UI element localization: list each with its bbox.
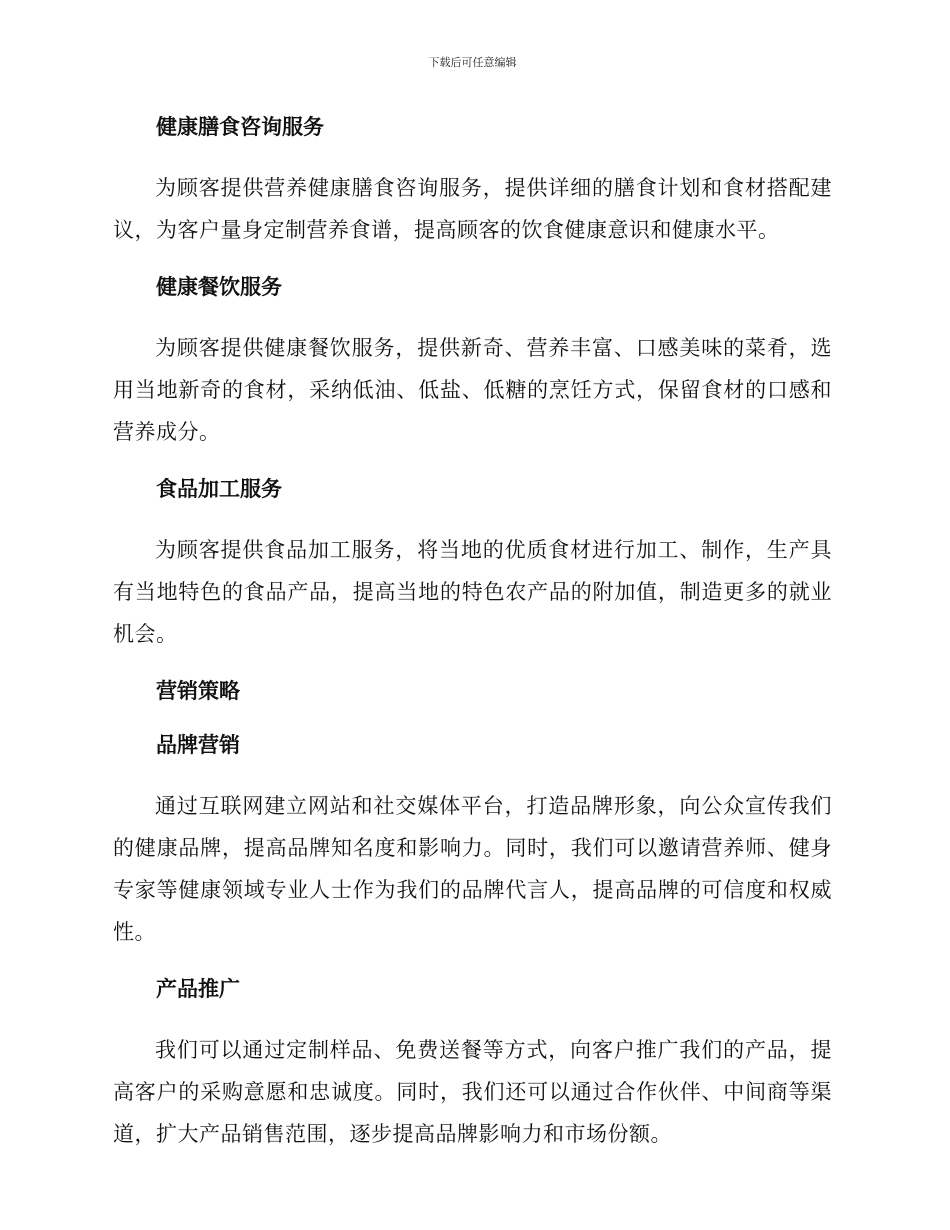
section-food-processing bbox=[113, 475, 832, 655]
section-catering bbox=[113, 273, 832, 453]
section-product-promotion bbox=[113, 975, 832, 1155]
section-paragraph: 为顾客提供健康餐饮服务，提供新奇、营养丰富、口感美味的菜肴，选用当地新奇的食材，采纳低油、低盐、低糖的烹饪方式，保留食材的口感和营养成分。 bbox=[113, 336, 832, 444]
section-heading: 食品加工服务 bbox=[156, 477, 282, 501]
section-heading: 健康膳食咨询服务 bbox=[156, 115, 324, 139]
section-paragraph: 我们可以通过定制样品、免费送餐等方式，向客户推广我们的产品，提高客户的采购意愿和忠诚度。同时，我们还可以通过合作伙伴、中间商等渠道，扩大产品销售范围，逐步提高品牌影响力和市场份额。 bbox=[113, 1038, 832, 1146]
page-header: 下载后可任意编辑 bbox=[428, 56, 517, 69]
section-marketing-strategy bbox=[113, 677, 832, 705]
section-paragraph: 通过互联网建立网站和社交媒体平台，打造品牌形象，向公众宣传我们的健康品牌，提高品牌知名度和影响力。同时，我们可以邀请营养师、健身专家等健康领域专业人士作为我们的品牌代言人，提高品牌的可信度和权威性。 bbox=[113, 794, 832, 944]
section-paragraph: 为顾客提供营养健康膳食咨询服务，提供详细的膳食计划和食材搭配建议，为客户量身定制营养食谱，提高顾客的饮食健康意识和健康水平。 bbox=[113, 176, 832, 242]
section-heading: 产品推广 bbox=[156, 977, 240, 1001]
section-diet-consulting bbox=[113, 113, 832, 251]
section-heading: 品牌营销 bbox=[156, 733, 240, 757]
section-paragraph: 为顾客提供食品加工服务，将当地的优质食材进行加工、制作，生产具有当地特色的食品产品，提高当地的特色农产品的附加值，制造更多的就业机会。 bbox=[113, 538, 832, 646]
section-brand-marketing bbox=[113, 731, 832, 953]
section-heading: 健康餐饮服务 bbox=[156, 275, 282, 299]
section-heading: 营销策略 bbox=[156, 679, 240, 703]
